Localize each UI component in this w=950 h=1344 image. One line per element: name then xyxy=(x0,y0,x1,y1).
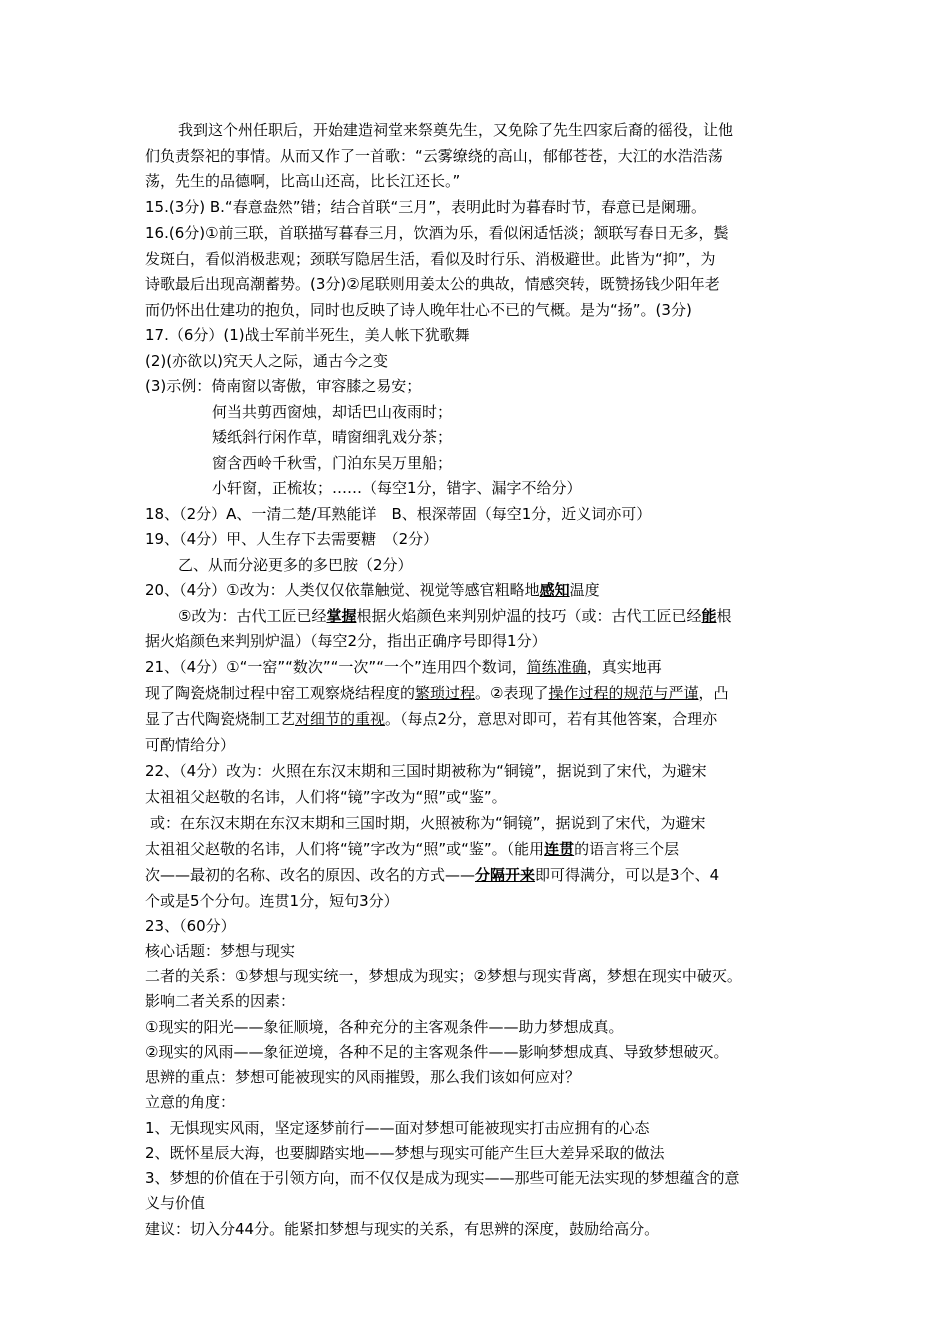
underlined-phrase: 对细节的重视 xyxy=(295,710,386,728)
q23-angle: 1、无惧现实风雨，坚定逐梦前行——面对梦想可能被现实打击应拥有的心态 xyxy=(145,1119,650,1137)
q21-line: 可酌情给分） xyxy=(145,736,236,754)
q23-angle: 义与价值 xyxy=(145,1194,206,1212)
q23-header: 23、（60分） xyxy=(145,917,236,935)
q23-angles: 立意的角度： xyxy=(145,1093,236,1111)
translation-line: 们负责祭祀的事情。从而又作了一首歌：“云雾缭绕的高山，郁郁苍苍，大江的水浩浩荡 xyxy=(145,147,723,165)
q20-line: 据火焰颜色来判别炉温）（每空2分，指出正确序号即得1分） xyxy=(145,632,547,650)
q20-line xyxy=(178,604,858,628)
q23-angle: 3、梦想的价值在于引领方向，而不仅仅是成为现实——那些可能无法实现的梦想蕴含的意 xyxy=(145,1169,740,1187)
q18-answer: 18、（2分）A、一清二楚/耳熟能详 B、根深蒂固（每空1分，近义词亦可） xyxy=(145,505,652,523)
q21-line xyxy=(145,681,825,705)
underlined-phrase: 简练准确 xyxy=(526,658,587,676)
q23-topic: 核心话题：梦想与现实 xyxy=(145,942,296,960)
q22-line: 个或是5个分句。连贯1分，短句3分） xyxy=(145,892,399,910)
q23-focus: 思辨的重点：梦想可能被现实的风雨摧毁，那么我们该如何应对？ xyxy=(145,1068,581,1086)
text: ⑤改为：古代工匠已经 xyxy=(178,607,327,625)
q19-line: 19、（4分）甲、人生存下去需要糖 （2分） xyxy=(145,530,439,548)
q22-line xyxy=(145,863,825,887)
q22-line: 22、（4分）改为：火照在东汉末期和三国时期被称为“铜镜”，据说到了宋代，为避宋 xyxy=(145,762,707,780)
text: ，真实地再 xyxy=(586,658,662,676)
underlined-phrase: 操作过程的规范与严谨 xyxy=(548,684,699,702)
q17-line: 17.（6分）(1)战士军前半死生，美人帐下犹歌舞 xyxy=(145,326,470,344)
q19-line: 乙、从而分泌更多的多巴胺（2分） xyxy=(178,556,413,574)
q17-example: 小轩窗，正梳妆；……（每空1分，错字、漏字不给分） xyxy=(212,479,582,497)
text: ，凸 xyxy=(698,684,729,702)
q16-line: 诗歌最后出现高潮蓄势。(3分)②尾联则用姜太公的典故，情感突转，既赞扬钱少阳年老 xyxy=(145,275,720,293)
text: 根据火焰颜色来判别炉温的技巧（或：古代工匠已经 xyxy=(356,607,702,625)
q23-angle: 2、既怀星辰大海，也要脚踏实地——梦想与现实可能产生巨大差异采取的做法 xyxy=(145,1144,665,1162)
translation-line: 我到这个州任职后，开始建造祠堂来祭奠先生，又免除了先生四家后裔的徭役，让他 xyxy=(178,121,734,139)
q17-example: 矮纸斜行闲作草，晴窗细乳戏分茶； xyxy=(212,428,453,446)
text: 20、（4分）①改为：人类仅仅依靠触觉、视觉等感官粗略地 xyxy=(145,581,540,599)
text: 21、（4分）①“一窑”“数次”“一次”“一个”连用四个数词， xyxy=(145,658,527,676)
q17-line: (2)(亦欲以)究天人之际，通古今之变 xyxy=(145,352,388,370)
text: 根 xyxy=(716,607,732,625)
q23-factor: ①现实的阳光——象征顺境，各种充分的主客观条件——助力梦想成真。 xyxy=(145,1018,624,1036)
q23-factor: ②现实的风雨——象征逆境，各种不足的主客观条件——影响梦想成真、导致梦想破灭。 xyxy=(145,1043,729,1061)
q16-line: 发斑白，看似消极悲观；颈联写隐居生活，看似及时行乐、消极避世。此皆为“抑”，为 xyxy=(145,250,716,268)
q15-answer: 15.(3分) B.“春意盎然”错；结合首联“三月”，表明此时为暮春时节，春意已是阑珊。 xyxy=(145,198,707,216)
q17-line: (3)示例：倚南窗以寄傲，审容膝之易安； xyxy=(145,377,422,395)
text: 。（每点2分，意思对即可，若有其他答案，合理亦 xyxy=(385,710,718,728)
q22-line: 或：在东汉末期在东汉末期和三国时期，火照被称为“铜镜”，据说到了宋代，为避宋 xyxy=(150,814,706,832)
text: 。②表现了 xyxy=(475,684,549,702)
q16-line: 16.(6分)①前三联，首联描写暮春三月，饮酒为乐，看似闲适恬淡；颔联写春日无多，鬓 xyxy=(145,224,729,242)
q23-factors: 影响二者关系的因素： xyxy=(145,992,296,1010)
q17-example: 窗含西岭千秋雪，门泊东吴万里船； xyxy=(212,454,453,472)
q16-line: 而仍怀出仕建功的抱负，同时也反映了诗人晚年壮心不已的气概。是为“扬”。(3分) xyxy=(145,301,692,319)
q17-example: 何当共剪西窗烛，却话巴山夜雨时； xyxy=(212,403,453,421)
underlined-keyword: 掌握 xyxy=(326,607,357,625)
text: 即可得满分，可以是3个、4 xyxy=(535,866,720,884)
underlined-keyword: 能 xyxy=(701,607,717,625)
underlined-keyword: 感知 xyxy=(539,581,570,599)
q22-line: 太祖祖父赵敬的名讳，人们将“镜”字改为“照”或“鉴”。 xyxy=(145,788,507,806)
text: 现了陶瓷烧制过程中窑工观察烧结程度的 xyxy=(145,684,416,702)
text: 的语言将三个层 xyxy=(574,840,680,858)
text: 温度 xyxy=(569,581,600,599)
translation-line: 荡，先生的品德啊，比高山还高，比长江还长。” xyxy=(145,172,461,190)
q21-line xyxy=(145,655,825,679)
q22-line xyxy=(145,837,825,861)
q23-relation: 二者的关系：①梦想与现实统一，梦想成为现实；②梦想与现实背离，梦想在现实中破灭。 xyxy=(145,967,742,985)
q23-advice: 建议：切入分44分。能紧扣梦想与现实的关系，有思辨的深度，鼓励给高分。 xyxy=(145,1220,660,1238)
q21-line xyxy=(145,707,825,731)
underlined-phrase: 繁琐过程 xyxy=(415,684,476,702)
text: 次——最初的名称、改名的原因、改名的方式—— xyxy=(145,866,476,884)
q20-line xyxy=(145,578,825,602)
text: 显了古代陶瓷烧制工艺 xyxy=(145,710,296,728)
text: 太祖祖父赵敬的名讳，人们将“镜”字改为“照”或“鉴”。（能用 xyxy=(145,840,545,858)
underlined-keyword: 连贯 xyxy=(544,840,575,858)
underlined-keyword: 分隔开来 xyxy=(475,866,536,884)
